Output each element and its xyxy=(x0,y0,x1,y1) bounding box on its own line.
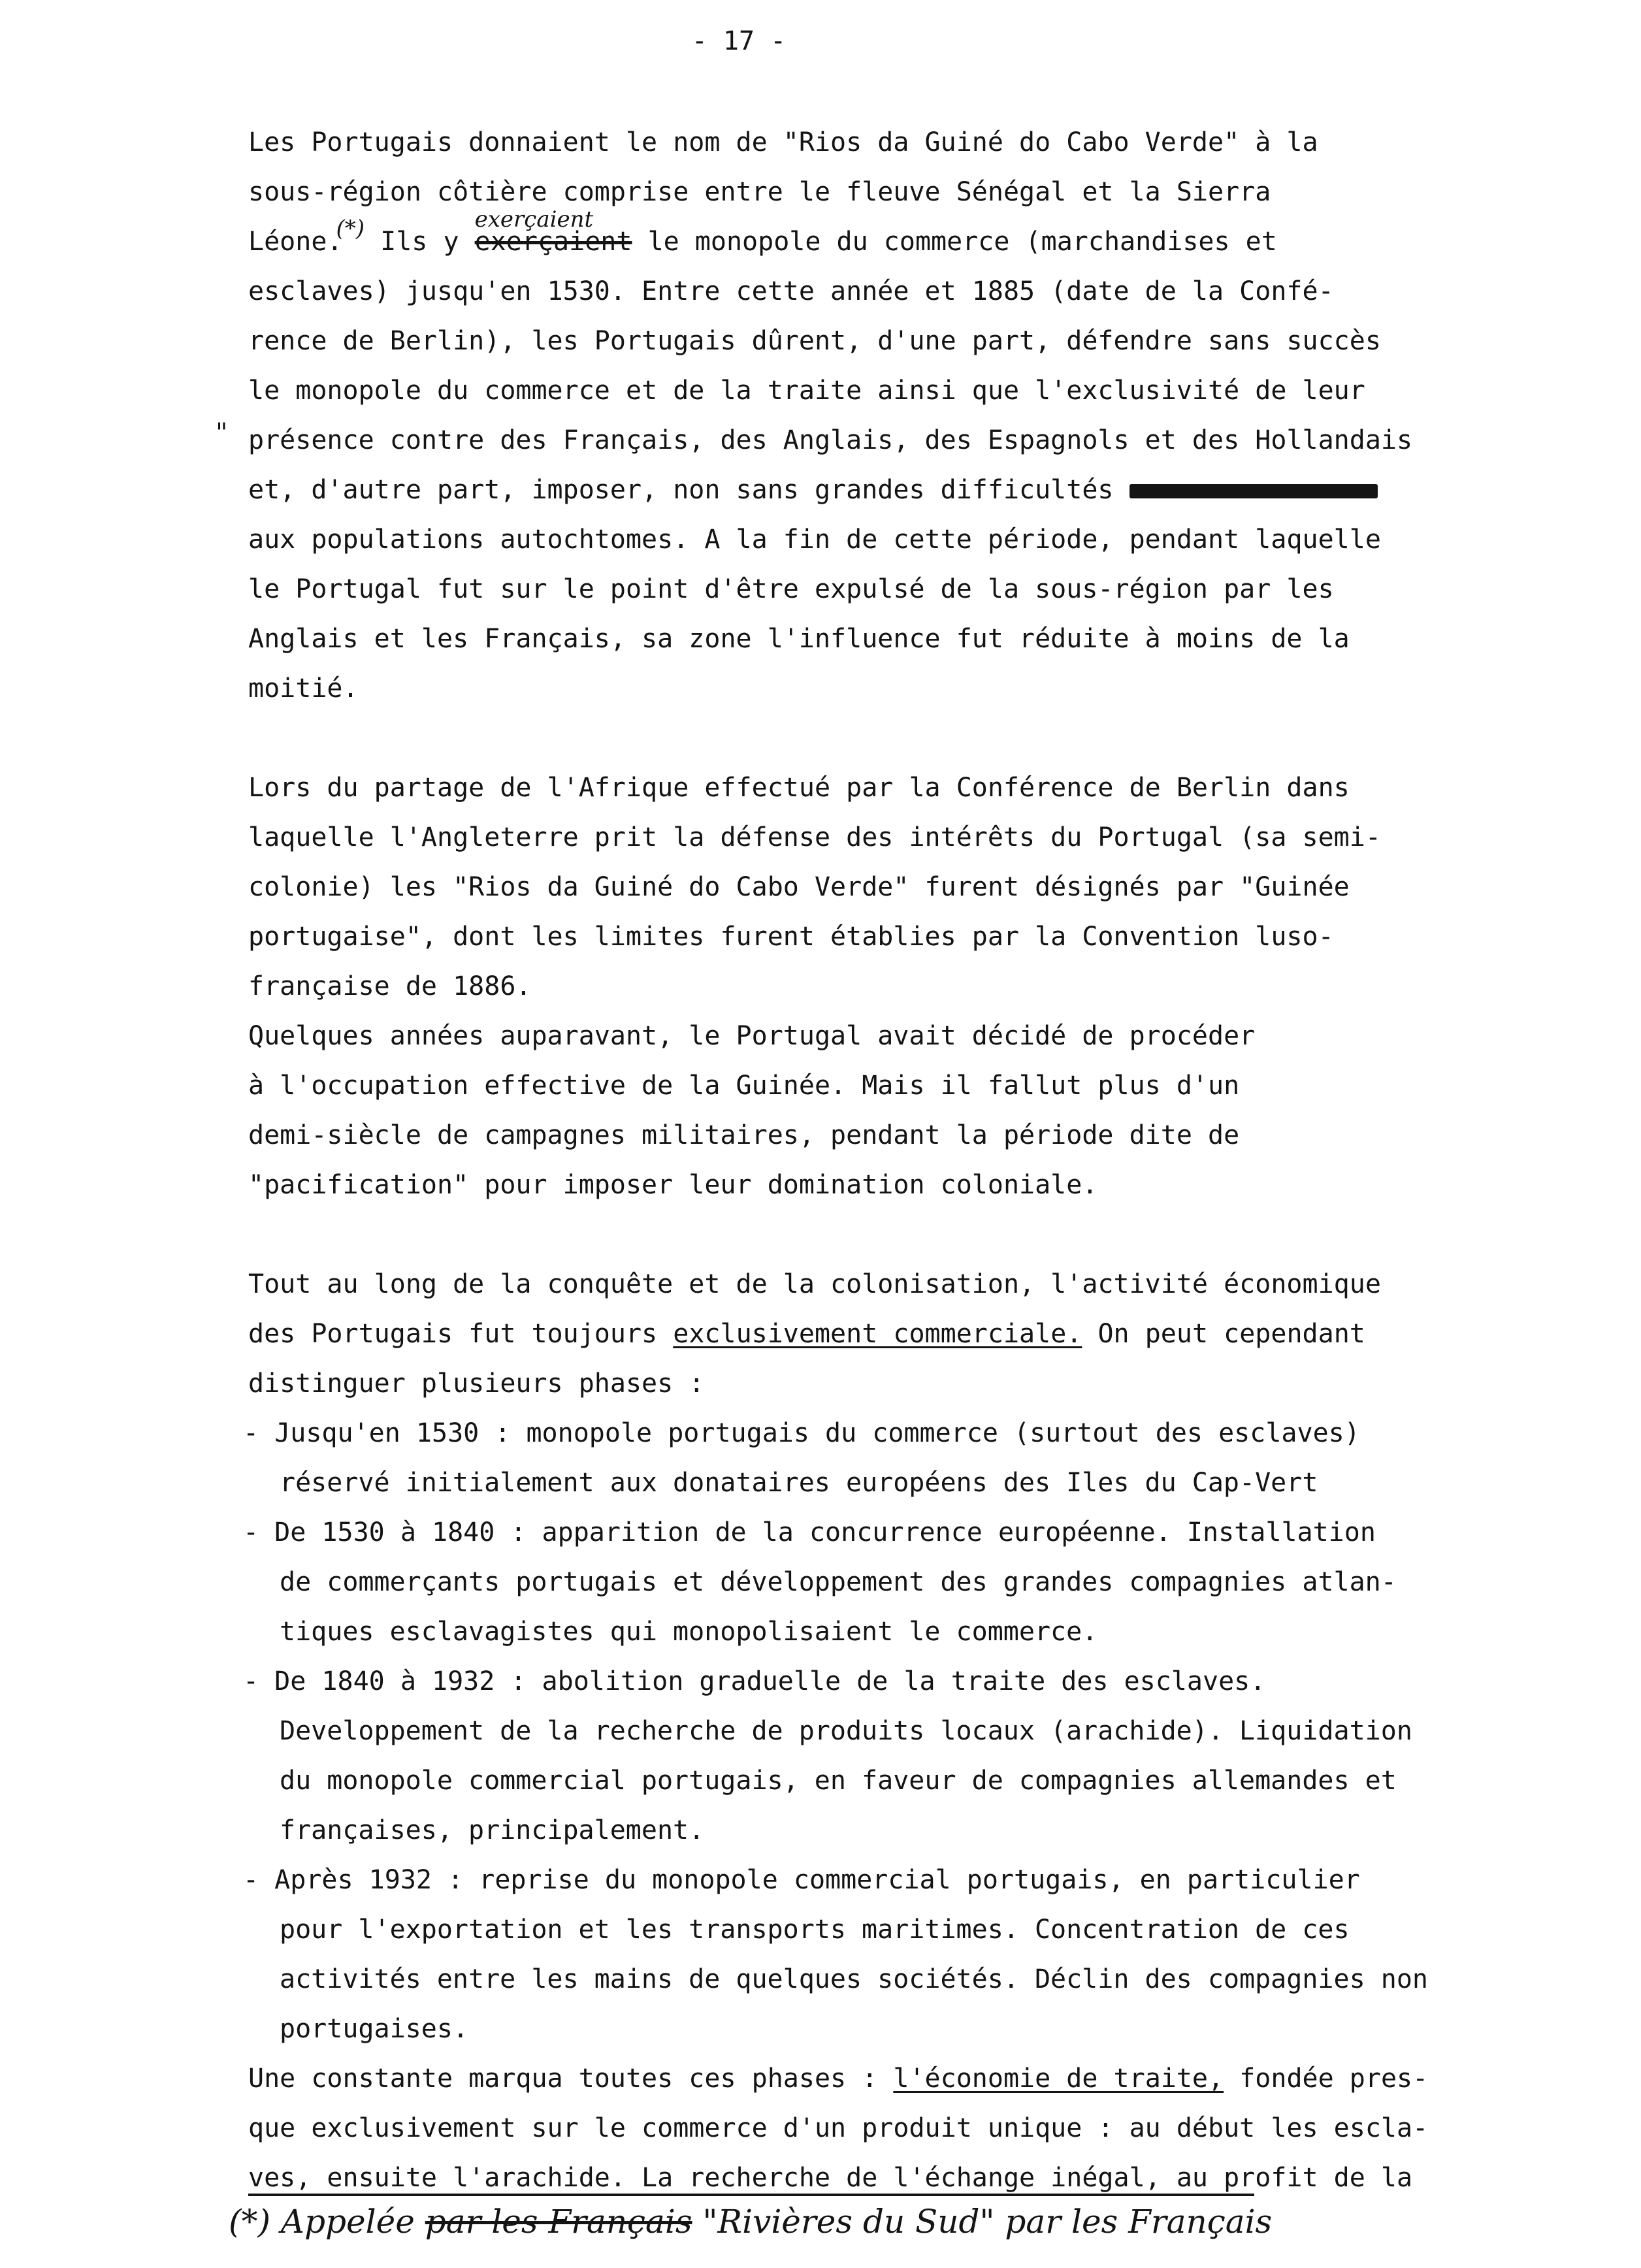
paragraph-3 xyxy=(248,1259,1509,1408)
text-line: portugaises. xyxy=(280,2014,468,2044)
text-line: française de 1886. xyxy=(248,971,532,1001)
text-fragment: Ils y xyxy=(380,227,459,257)
handwritten-insertion: exerçaient xyxy=(474,206,594,233)
text-line: sous-région côtière comprise entre le fleuve Sénégal et la Sierra xyxy=(248,177,1271,207)
text-line: rence de Berlin), les Portugais dûrent, d'une part, défendre sans succès xyxy=(248,326,1381,356)
text-line: portugaise", dont les limites furent établies par la Convention luso- xyxy=(248,922,1334,952)
text-line: esclaves) jusqu'en 1530. Entre cette année et 1885 (date de la Confé- xyxy=(248,276,1334,306)
phases-list xyxy=(243,1408,1504,2054)
footnote-reference: (*) xyxy=(336,216,365,242)
text-fragment: fondée pres- xyxy=(1239,2064,1429,2094)
text-line: que exclusivement sur le commerce d'un produit unique : au début les escla- xyxy=(248,2113,1429,2143)
text-line: Les Portugais donnaient le nom de "Rios da Guiné do Cabo Verde" à la xyxy=(248,127,1318,157)
text-line: tiques esclavagistes qui monopolisaient le commerce. xyxy=(280,1617,1098,1647)
text-line: - De 1530 à 1840 : apparition de la concurrence européenne. Installation xyxy=(243,1517,1376,1547)
text-line xyxy=(248,2054,1509,2103)
text-fragment: le monopole du commerce (marchandises et xyxy=(647,227,1277,257)
text-line: pour l'exportation et les transports maritimes. Concentration de ces xyxy=(280,1915,1350,1945)
text-line: activités entre les mains de quelques sociétés. Déclin des compagnies non xyxy=(280,1964,1428,1994)
text-line: Quelques années auparavant, le Portugal avait décidé de procéder xyxy=(248,1021,1256,1051)
text-line: ves, ensuite l'arachide. La recherche de l'échange inégal, au profit de la xyxy=(248,2163,1413,2193)
handwritten-footnote xyxy=(229,2203,1272,2241)
text-line: réservé initialement aux donataires européens des Iles du Cap-Vert xyxy=(280,1468,1318,1498)
correction-group xyxy=(474,206,632,267)
underlined-text: l'économie de traite, xyxy=(893,2064,1224,2094)
text-fragment: On peut cependant xyxy=(1097,1319,1365,1349)
footnote-text: (*) Appelée xyxy=(229,2203,415,2241)
text-line: moitié. xyxy=(248,673,359,704)
page-number: - 17 - xyxy=(691,26,787,56)
text-line: Lors du partage de l'Afrique effectué par la Conférence de Berlin dans xyxy=(248,773,1350,803)
list-item xyxy=(243,1508,1504,1657)
text-line: le Portugal fut sur le point d'être expulsé de la sous-région par les xyxy=(248,574,1334,604)
list-item xyxy=(243,1657,1504,1855)
text-line: aux populations autochtomes. A la fin de cette période, pendant laquelle xyxy=(248,525,1381,555)
text-line xyxy=(248,1309,1509,1359)
text-line: présence contre des Français, des Anglais, des Espagnols et des Hollandais xyxy=(248,425,1413,455)
text-line xyxy=(248,206,1509,267)
footnote-text: "Rivières du Sud" par les Français xyxy=(702,2203,1273,2241)
closing-paragraph xyxy=(248,2054,1509,2203)
text-line: colonie) les "Rios da Guiné do Cabo Verde" furent désignés par "Guinée xyxy=(248,872,1350,902)
redaction-blot xyxy=(1129,484,1378,498)
text-line: "pacification" pour imposer leur domination coloniale. xyxy=(248,1170,1098,1200)
text-line: Anglais et les Français, sa zone l'influence fut réduite à moins de la xyxy=(248,624,1350,654)
underlined-text: exclusivement commerciale. xyxy=(673,1319,1082,1349)
text-line: Tout au long de la conquête et de la colonisation, l'activité économique xyxy=(248,1269,1381,1299)
text-line: - Jusqu'en 1530 : monopole portugais du commerce (surtout des esclaves) xyxy=(243,1418,1360,1448)
text-line: à l'occupation effective de la Guinée. Mais il fallut plus d'un xyxy=(248,1071,1240,1101)
text-line: du monopole commercial portugais, en faveur de compagnies allemandes et xyxy=(280,1766,1397,1796)
struck-text: par les Français xyxy=(425,2203,692,2241)
text-line: françaises, principalement. xyxy=(280,1815,705,1845)
text-fragment: Une constante marqua toutes ces phases : xyxy=(248,2064,878,2094)
text-line xyxy=(248,465,1509,515)
struck-text: exerçaient xyxy=(474,227,632,257)
margin-quote-mark: " xyxy=(216,418,228,448)
text-line: Developpement de la recherche de produits locaux (arachide). Liquidation xyxy=(280,1716,1412,1746)
text-line: - De 1840 à 1932 : abolition graduelle de la traite des esclaves. xyxy=(243,1666,1266,1696)
text-fragment: et, d'autre part, imposer, non sans grandes difficultés xyxy=(248,475,1114,505)
text-line: de commerçants portugais et développement des grandes compagnies atlan- xyxy=(280,1567,1397,1597)
footnote-separator xyxy=(248,2194,1254,2196)
text-line: laquelle l'Angleterre prit la défense des intérêts du Portugal (sa semi- xyxy=(248,822,1381,852)
paragraph-2 xyxy=(248,763,1509,1210)
text-line: le monopole du commerce et de la traite ainsi que l'exclusivité de leur xyxy=(248,376,1365,406)
list-item xyxy=(243,1408,1504,1508)
text-fragment: des Portugais fut toujours xyxy=(248,1319,658,1349)
paragraph-1 xyxy=(248,118,1509,713)
text-fragment: Léone. xyxy=(248,227,343,257)
text-line: - Après 1932 : reprise du monopole commercial portugais, en particulier xyxy=(243,1865,1360,1895)
list-item xyxy=(243,1855,1504,2054)
text-line: distinguer plusieurs phases : xyxy=(248,1369,705,1399)
text-line: demi-siècle de campagnes militaires, pendant la période dite de xyxy=(248,1120,1240,1150)
